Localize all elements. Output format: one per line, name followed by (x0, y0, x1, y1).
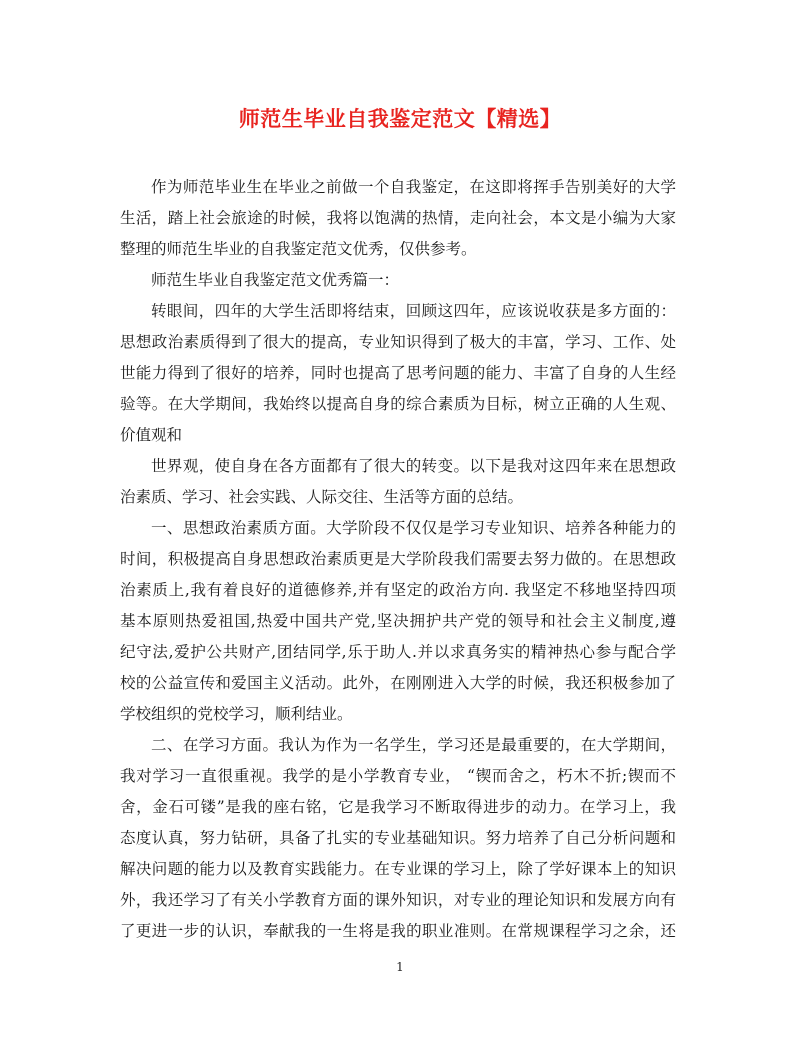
body-line: 外，我还学习了有关小学教育方面的课外知识，对专业的理论知识和发展方向有 (120, 891, 676, 909)
body-line: 二、在学习方面。我认为作为一名学生，学习还是最重要的，在大学期间， (151, 736, 676, 754)
body-line: 基本原则热爱祖国,热爱中国共产党,坚决拥护共产党的领导和社会主义制度,遵 (120, 612, 676, 630)
body-line: 态度认真，努力钻研，具备了扎实的专业基础知识。努力培养了自己分析问题和 (120, 829, 676, 847)
section-heading: 师范生毕业自我鉴定范文优秀篇一： (151, 271, 400, 289)
body-line: 纪守法,爱护公共财产,团结同学,乐于助人.并以求真务实的精神热心参与配合学 (120, 643, 676, 661)
body-line: 治素质上,我有着良好的道德修养,并有坚定的政治方向. 我坚定不移地坚持四项 (120, 581, 676, 599)
body-line: 世界观，使自身在各方面都有了很大的转变。以下是我对这四年来在思想政 (151, 457, 676, 475)
body-line: 整理的师范生毕业的自我鉴定范文优秀，仅供参考。 (120, 240, 477, 258)
body-line: 舍，金石可镂”是我的座右铭，它是我学习不断取得进步的动力。在学习上，我 (120, 798, 676, 816)
body-line: 解决问题的能力以及教育实践能力。在专业课的学习上，除了学好课本上的知识 (120, 860, 676, 878)
body-line: 治素质、学习、社会实践、人际交往、生活等方面的总结。 (120, 488, 524, 506)
document-body (120, 172, 676, 947)
body-line: 验等。在大学期间，我始终以提高自身的综合素质为目标，树立正确的人生观、 (120, 395, 676, 413)
body-line: 世能力得到了很好的培养，同时也提高了思考问题的能力、丰富了自身的人生经 (120, 364, 676, 382)
body-line: 生活，踏上社会旅途的时候，我将以饱满的热情，走向社会，本文是小编为大家 (120, 209, 676, 227)
body-line: 校的公益宣传和爱国主义活动。此外，在刚刚进入大学的时候，我还积极参加了 (120, 674, 676, 692)
body-line: 转眼间，四年的大学生活即将结束，回顾这四年，应该说收获是多方面的： (151, 302, 676, 320)
body-line: 时间，积极提高自身思想政治素质更是大学阶段我们需要去努力做的。在思想政 (120, 550, 676, 568)
document-title: 师范生毕业自我鉴定范文【精选】 (238, 106, 562, 131)
body-line: 思想政治素质得到了很大的提高，专业知识得到了极大的丰富，学习、工作、处 (120, 333, 676, 351)
body-line: 了更进一步的认识，奉献我的一生将是我的职业准则。在常规课程学习之余，还 (120, 922, 676, 940)
body-line: 我对学习一直很重视。我学的是小学教育专业， “锲而舍之，朽木不折;锲而不 (120, 767, 676, 785)
body-line: 价值观和 (120, 426, 183, 444)
body-line: 一、思想政治素质方面。大学阶段不仅仅是学习专业知识、培养各种能力的 (151, 519, 676, 537)
page-number: 1 (396, 960, 404, 974)
body-line: 作为师范毕业生在毕业之前做一个自我鉴定，在这即将挥手告别美好的大学 (151, 178, 676, 196)
body-line: 学校组织的党校学习，顺利结业。 (120, 705, 353, 723)
